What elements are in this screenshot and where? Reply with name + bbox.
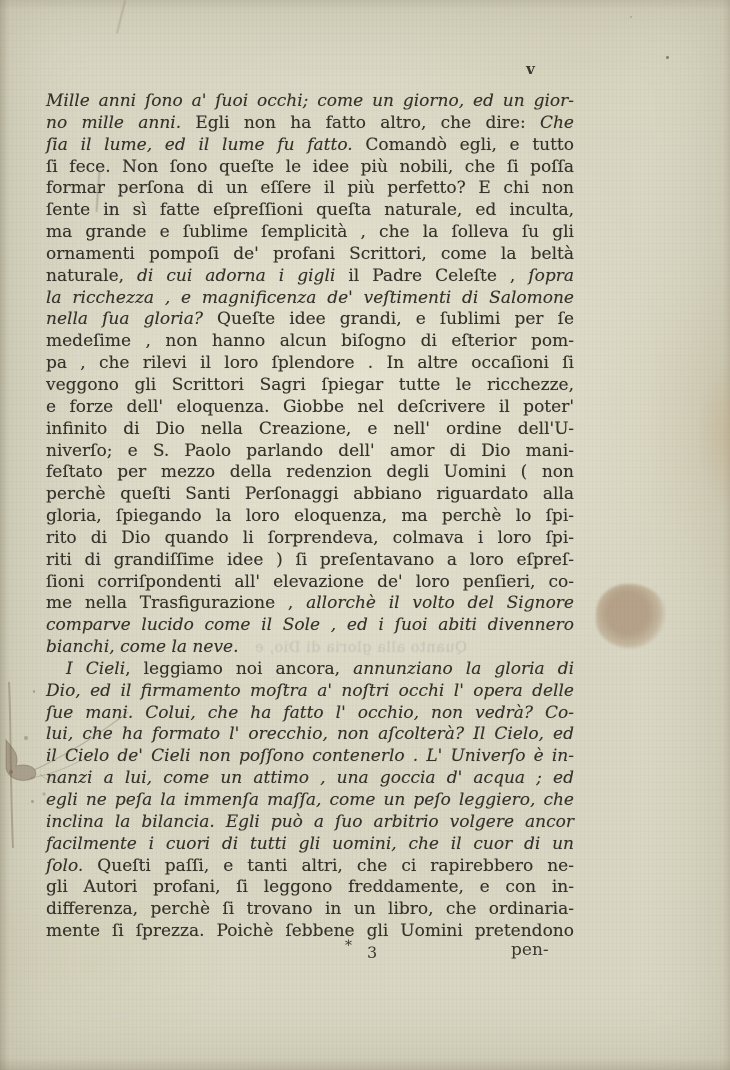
italic-text-segment: bianchi, come la neve. — [46, 637, 239, 658]
italic-text-segment: facilmente i cuori di tutti gli uomini, che il cuor di un — [46, 833, 574, 854]
scratch-mark — [116, 0, 126, 33]
italic-text-segment: ſolo. — [46, 855, 84, 876]
text-segment: ſi fece. Non ſono queſte le idee più nobili, che ſi poſſa — [46, 156, 574, 177]
signature-star: * — [345, 938, 352, 954]
italic-text-segment: la ricchezza , e magnificenza de' veſtimenti di Salomone — [46, 287, 574, 308]
text-segment: perchè queſti Santi Perſonaggi abbiano riguardato alla — [46, 484, 574, 505]
text-line — [46, 484, 574, 506]
italic-text-segment: nella ſua gloria? — [46, 309, 203, 330]
italic-text-segment: Che — [539, 112, 574, 133]
text-line — [46, 877, 574, 899]
text-segment: infinito di Dio nella Creazione, e nell' ordine dell'U- — [46, 418, 574, 439]
text-segment: naturale, — [46, 265, 138, 286]
text-segment: gloria, ſpiegando la loro eloquenza, ma perchè lo ſpi- — [46, 506, 574, 527]
text-line — [46, 615, 574, 637]
text-line — [46, 441, 574, 463]
text-segment: medeſime , non hanno alcun biſogno di eſterior pom- — [46, 331, 574, 352]
text-line — [46, 528, 574, 550]
fly-speck — [666, 56, 669, 59]
text-segment: differenza, perchè ſi trovano in un libro, che ordinaria- — [46, 899, 574, 920]
italic-text-segment: il Cielo de' Cieli non poſſono contenerlo . L' Univerſo è in- — [46, 746, 574, 767]
text-line — [46, 266, 574, 288]
italic-text-segment: nanzi a lui, come un attimo , una goccia d' acqua ; ed — [46, 768, 574, 789]
text-line — [46, 309, 574, 331]
italic-text-segment: ſue mani. Colui, che ha fatto l' occhio, non vedrà? Co- — [46, 702, 574, 723]
text-line — [46, 353, 574, 375]
text-segment: il Padre Celeſte , — [335, 265, 529, 286]
text-segment: rito di Dio quando li ſorprendeva, colmava i loro ſpi- — [46, 527, 574, 548]
italic-text-segment: di cui adorna i gigli — [137, 265, 336, 286]
italic-text-segment: lui, che ha formato l' orecchio, non aſcolterà? Il Cielo, ed — [46, 724, 574, 745]
text-line — [46, 572, 574, 594]
text-segment: Queſti paſſi, e tanti altri, che ci rapirebbero ne- — [83, 855, 574, 876]
text-segment: niverſo; e S. Paolo parlando dell' amor di Dio mani- — [46, 440, 574, 461]
text-segment: mente ſi ſprezza. Poichè ſebbene gli Uomini pretendono — [46, 921, 574, 942]
text-line — [46, 921, 574, 943]
italic-text-segment: ſia il lume, ed il lume fu fatto. — [46, 134, 353, 155]
text-segment: Comandò egli, e tutto — [352, 134, 574, 155]
text-line — [46, 375, 574, 397]
text-line — [46, 899, 574, 921]
italic-text-segment: inclina la bilancia. Egli può a ſuo arbitrio volgere ancor — [46, 811, 574, 832]
text-line — [46, 135, 574, 157]
italic-text-segment: Mille anni ſono a' ſuoi occhi; come un giorno, ed un gior- — [46, 91, 574, 111]
text-line — [46, 244, 574, 266]
signature-number: 3 — [367, 943, 378, 962]
italic-text-segment: Dio, ed il firmamento moſtra a' noſtri occhi l' opera delle — [46, 680, 574, 701]
italic-text-segment: allorchè il volto del Signore — [306, 593, 574, 614]
text-segment: ſente in sì fatte eſpreſſioni queſta naturale, ed inculta, — [46, 200, 574, 221]
text-segment: Egli non ha fatto altro, che dire: — [181, 112, 540, 133]
text-line — [46, 91, 574, 113]
text-segment: , leggiamo noi ancora, — [125, 658, 354, 679]
text-segment: pa , che rilevi il loro ſplendore . In altre occaſioni ſi — [46, 353, 574, 374]
ink-stain — [596, 584, 666, 648]
text-segment: formar perſona di un eſſere il più perfetto? E chi non — [46, 178, 574, 199]
text-line — [46, 331, 574, 353]
text-line — [46, 178, 574, 200]
text-line — [46, 222, 574, 244]
text-segment: feſtato per mezzo della redenzion degli Uomini ( non — [46, 462, 574, 483]
text-segment: riti di grandiſſime idee ) ſi preſentavano a loro eſpreſ- — [46, 549, 574, 570]
show-through-text: Quanto alla gloria di Dio, e — [254, 640, 467, 656]
italic-text-segment: egli ne peſa la immenſa maſſa, come un peſo leggiero, che — [46, 790, 574, 810]
text-line — [46, 200, 574, 222]
italic-text-segment: annunziano la gloria di — [353, 658, 575, 679]
edge-stain — [698, 360, 730, 510]
text-line — [46, 506, 574, 528]
fly-speck — [630, 16, 632, 18]
italic-text-segment: ſopra — [528, 265, 574, 286]
italic-text-segment: comparve lucido come il Sole , ed i ſuoi abiti divennero — [46, 615, 574, 636]
text-segment: veggono gli Scrittori Sagri ſpiegar tutte le ricchezze, — [46, 374, 574, 395]
fold-crease — [0, 678, 150, 853]
catchword: pen- — [511, 940, 549, 960]
text-segment: Queſte idee grandi, e ſublimi per ſe — [202, 309, 575, 330]
text-segment: e forze dell' eloquenza. Giobbe nel deſcrivere il poter' — [46, 396, 574, 417]
text-segment: ornamenti pompoſi de' profani Scrittori, come la beltà — [46, 243, 574, 264]
text-segment: me nella Trasfigurazione , — [46, 593, 307, 614]
text-segment: ſioni corriſpondenti all' elevazione de' loro penſieri, co- — [46, 571, 574, 592]
text-line — [46, 157, 574, 179]
text-line — [46, 550, 574, 572]
text-line — [46, 593, 574, 615]
italic-text-segment: no mille anni. — [46, 112, 182, 133]
text-segment: gli Autori profani, ſi leggono freddamente, e con in- — [46, 877, 574, 898]
text-line — [46, 856, 574, 878]
text-line — [46, 397, 574, 419]
italic-text-segment: I Cieli — [66, 658, 126, 679]
text-line — [46, 288, 574, 310]
text-line — [46, 419, 574, 441]
page-number: v — [526, 60, 536, 78]
text-line — [46, 462, 574, 484]
text-segment: ma grande e ſublime ſemplicità , che la ſolleva ſu gli — [46, 222, 574, 243]
text-line — [46, 113, 574, 135]
